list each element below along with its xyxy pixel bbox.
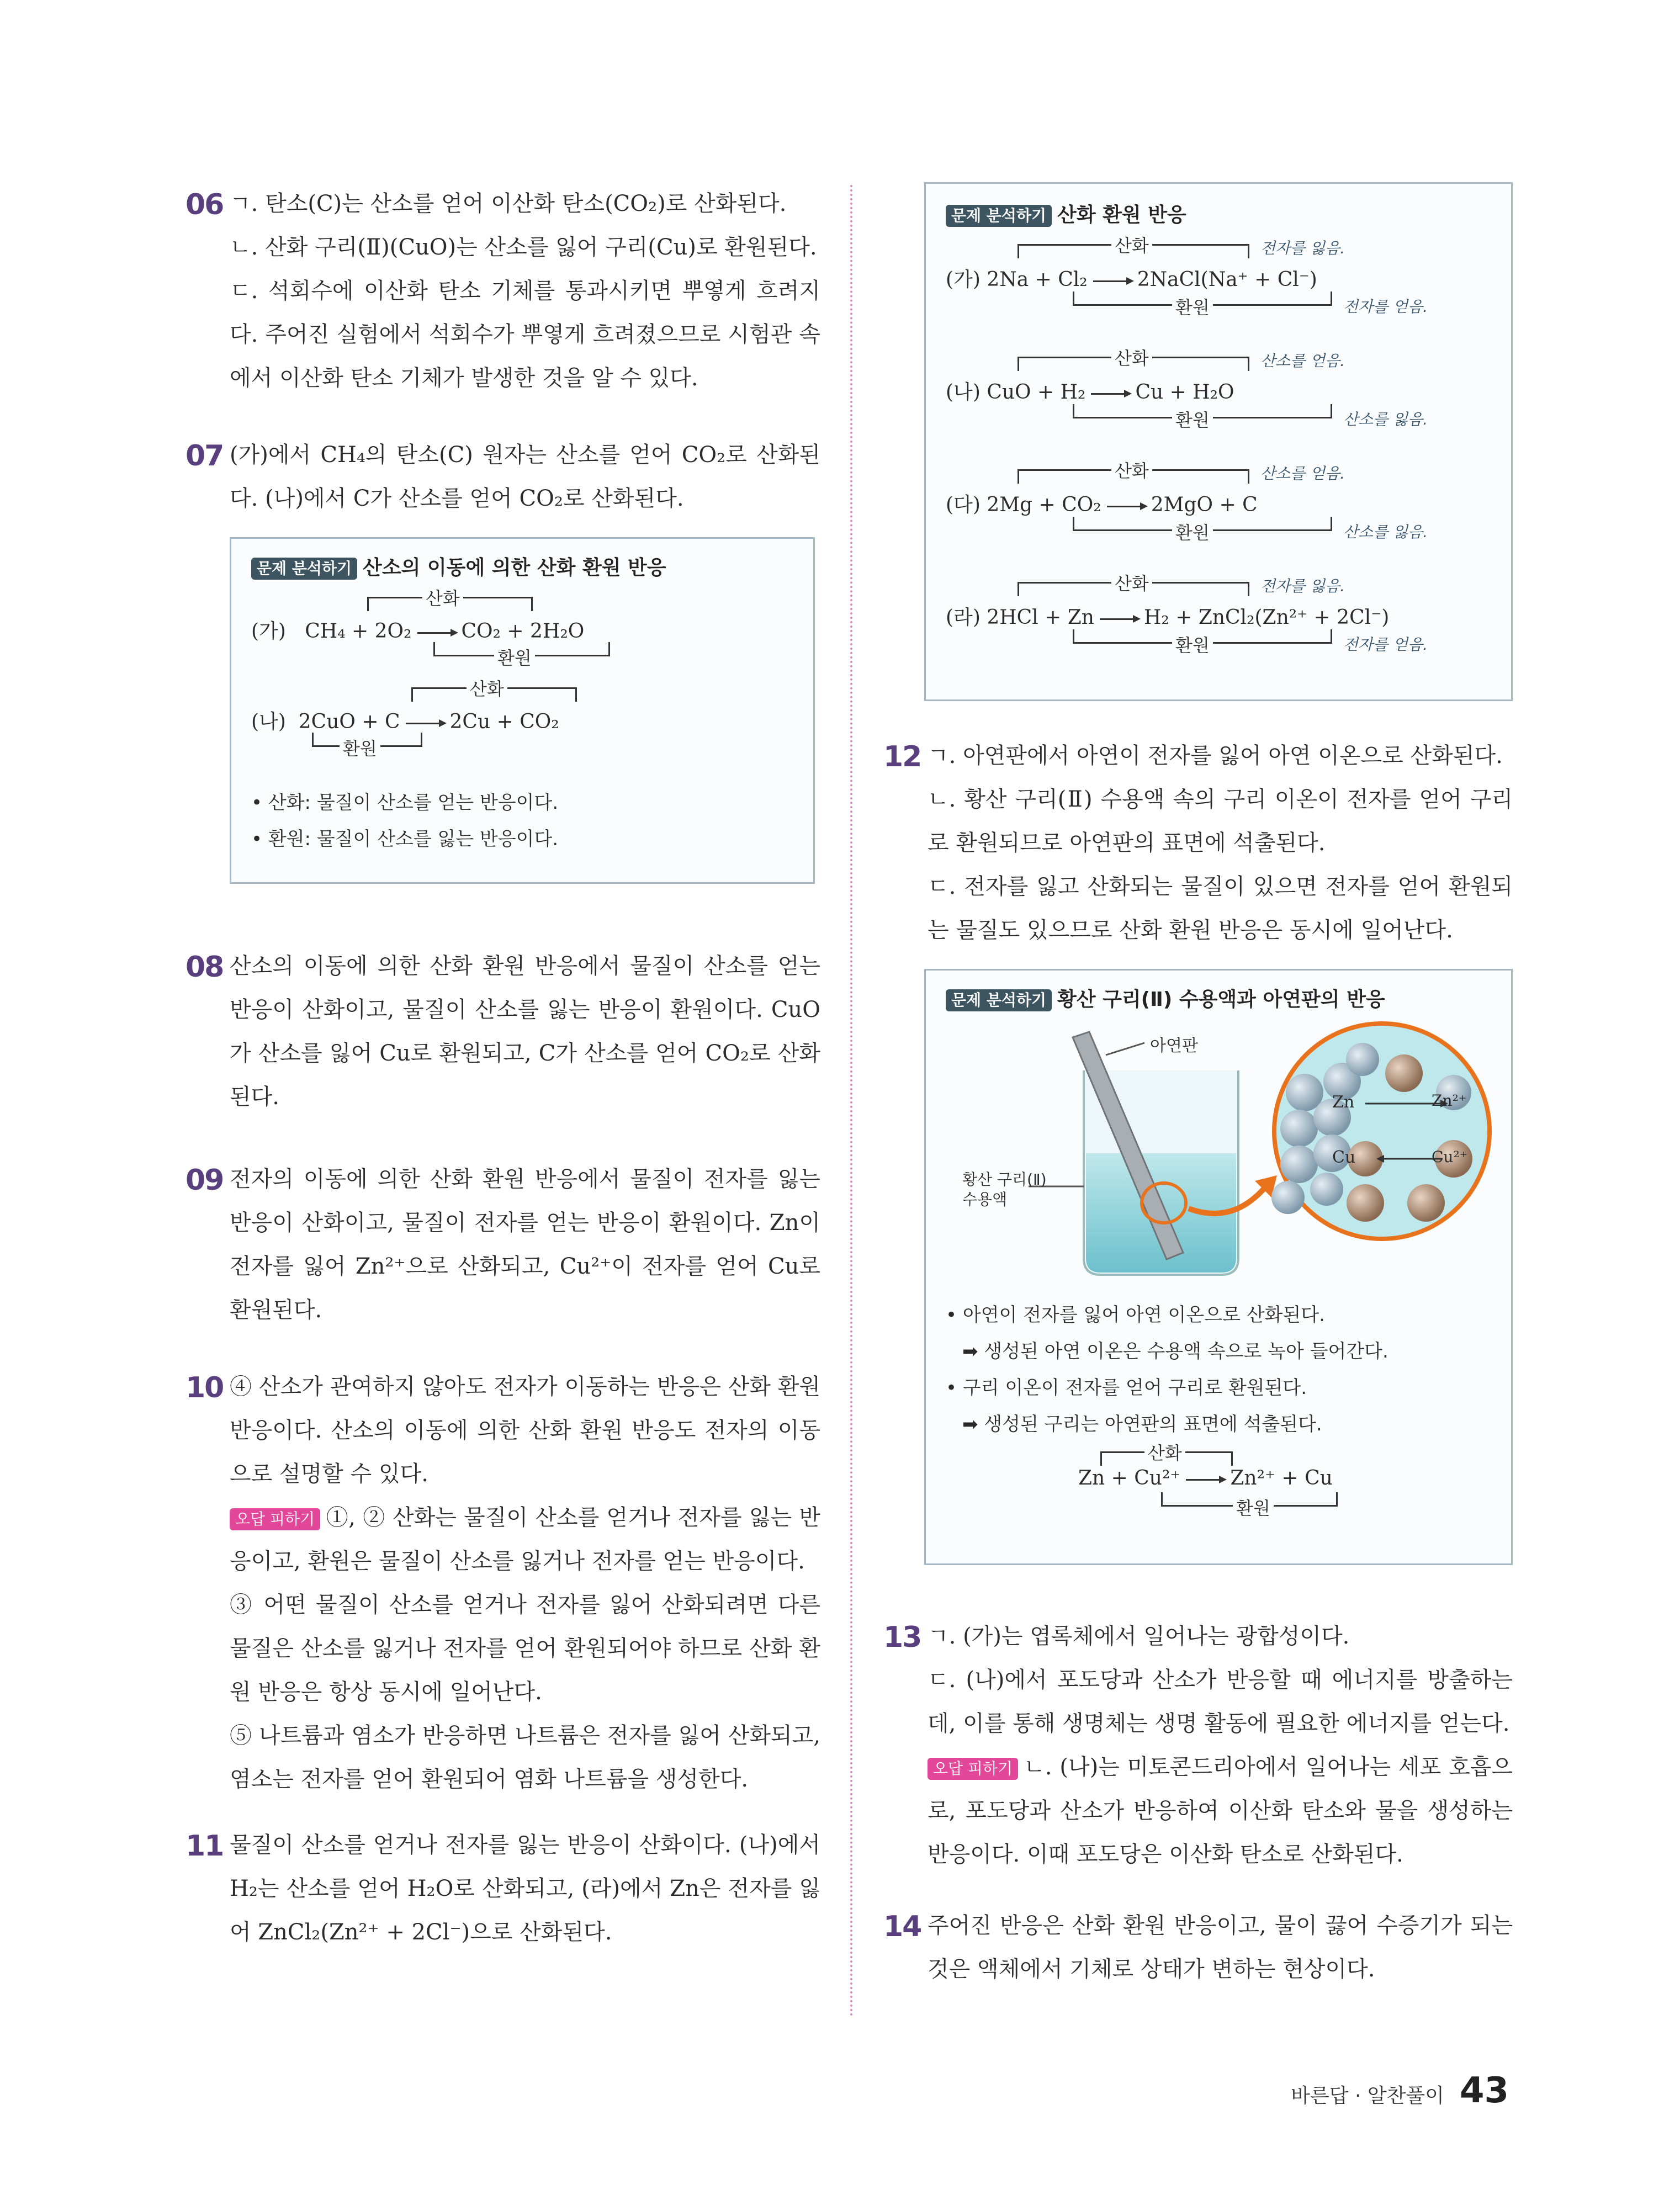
answer-12 — [883, 734, 1513, 952]
reduction-label: 환원 — [340, 735, 380, 760]
zinc-plate-label: 아연판 — [1150, 1036, 1198, 1056]
reactants: 2CuO + C — [298, 711, 400, 733]
oxidation-label: 산화 — [1111, 457, 1152, 483]
answer-07 — [186, 433, 820, 521]
redox-reaction — [946, 349, 1491, 454]
products: CO₂ + 2H₂O — [461, 620, 585, 643]
reactants: 2Na + Cl₂ — [987, 268, 1088, 291]
box-title-text: 산소의 이동에 의한 산화 환원 반응 — [363, 556, 666, 579]
reaction-label: (나) — [251, 711, 286, 733]
answer-text: ③ 어떤 물질이 산소를 얻거나 전자를 잃어 산화되려면 다른 물질은 산소를 잃거나 전자를 얻어 환원되어야 하므로 산화 환원 반응은 항상 동시에 일어난다. — [230, 1592, 820, 1705]
question-number: 06 — [186, 188, 224, 221]
oxidation-label: 산화 — [1111, 232, 1152, 257]
answer-line: ㄷ. (나)에서 포도당과 산소가 반응할 때 에너지를 방출하는데, 이를 통해 생명체는 생명 활동에 필요한 에너지를 얻는다. — [928, 1667, 1513, 1736]
footer-label: 바른답 · 알찬풀이 — [1291, 2085, 1444, 2107]
products: 2MgO + C — [1151, 494, 1258, 516]
question-number: 09 — [186, 1164, 224, 1197]
redox-reaction — [946, 574, 1491, 679]
answer-text: 전자의 이동에 의한 산화 환원 반응에서 물질이 전자를 잃는 반응이 산화이고, 물질이 전자를 얻는 반응이 환원이다. Zn이 전자를 잃어 Zn²⁺으로 산화되고, Cu²⁺이 전자를 얻어 Cu로 환원된다. — [230, 1167, 820, 1323]
reaction-arrow — [406, 723, 444, 724]
wrong-answer-badge: 오답 피하기 — [928, 1758, 1018, 1780]
box-bullet: ➡ 생성된 아연 이온은 수용액 속으로 녹아 들어간다. — [962, 1340, 1388, 1363]
answer-line: ㄱ. 탄소(C)는 산소를 얻어 이산화 탄소(CO₂)로 산화된다. — [230, 191, 787, 216]
question-number: 12 — [883, 740, 921, 773]
question-number: 11 — [186, 1830, 224, 1863]
answer-14 — [883, 1904, 1513, 1991]
answer-line: ㄷ. 전자를 잃고 산화되는 물질이 있으면 전자를 얻어 환원되는 물질도 있으므로 산화 환원 반응은 동시에 일어난다. — [928, 874, 1513, 943]
note-top: 전자를 잃음. — [1260, 577, 1345, 595]
answer-text: 산소의 이동에 의한 산화 환원 반응에서 물질이 산소를 얻는 반응이 산화이고, 물질이 산소를 잃는 반응이 환원이다. CuO가 산소를 잃어 Cu로 환원되고, C가 산소를 얻어 CO₂로 산화된다. — [230, 953, 820, 1110]
answer-line: ㄴ. 산화 구리(Ⅱ)(CuO)는 산소를 잃어 구리(Cu)로 환원된다. — [230, 235, 817, 260]
wrong-answer-badge: 오답 피하기 — [230, 1508, 320, 1530]
note-bottom: 전자를 얻음. — [1343, 635, 1428, 654]
products: 2NaCl(Na⁺ + Cl⁻) — [1137, 268, 1317, 291]
reduction-label: 환원 — [1233, 1494, 1274, 1520]
question-number: 07 — [186, 439, 224, 473]
products: H₂ + ZnCl₂(Zn²⁺ + 2Cl⁻) — [1143, 606, 1390, 629]
equation — [251, 706, 559, 734]
equation — [946, 377, 1234, 405]
cu-label: Cu — [1332, 1148, 1356, 1167]
answer-line: ㄴ. 황산 구리(Ⅱ) 수용액 속의 구리 이온이 전자를 얻어 구리로 환원되므로 아연판의 표면에 석출된다. — [928, 787, 1513, 856]
analysis-box-redox — [924, 182, 1513, 701]
right-column — [883, 182, 1513, 1991]
analysis-badge: 문제 분석하기 — [946, 205, 1052, 227]
oxidation-label: 산화 — [1144, 1439, 1185, 1465]
box-title — [251, 552, 793, 580]
question-number: 08 — [186, 951, 224, 984]
oxidation-label: 산화 — [1111, 570, 1152, 595]
cu-ion-label: Cu²⁺ — [1432, 1148, 1468, 1166]
reaction-na — [251, 680, 793, 762]
reaction-arrow — [1100, 618, 1138, 620]
zn-ion-label: Zn²⁺ — [1432, 1091, 1467, 1110]
note-bottom: 산소를 잃음. — [1343, 523, 1428, 541]
redox-reaction-list — [946, 236, 1491, 679]
reduction-label: 환원 — [1172, 294, 1213, 319]
reaction-arrow — [1091, 393, 1130, 395]
products: Zn²⁺ + Cu — [1230, 1467, 1333, 1489]
answer-text: 물질이 산소를 얻거나 전자를 잃는 반응이 산화이다. (나)에서 H₂는 산소를 얻어 H₂O로 산화되고, (라)에서 Zn은 전자를 잃어 ZnCl₂(Zn²⁺ + 2Cl⁻)으로 산화된다. — [230, 1832, 820, 1945]
leader-line — [1106, 1043, 1144, 1055]
analysis-badge: 문제 분석하기 — [946, 989, 1052, 1011]
answer-10 — [186, 1365, 820, 1801]
box-bullet: ➡ 생성된 구리는 아연판의 표면에 석출된다. — [962, 1413, 1322, 1435]
reaction-arrow — [417, 632, 456, 634]
question-number: 13 — [883, 1621, 921, 1654]
reaction-arrow — [1186, 1479, 1225, 1481]
answer-text: ㄴ. (나)는 미토콘드리아에서 일어나는 세포 호흡으로, 포도당과 산소가 반응하여 이산화 탄소와 물을 생성하는 반응이다. 이때 포도당은 이산화 탄소로 산화된다. — [928, 1754, 1513, 1867]
note-top: 전자를 잃음. — [1260, 239, 1345, 257]
reduction-label: 환원 — [1172, 632, 1213, 657]
box-title — [946, 199, 1491, 227]
answer-11 — [186, 1823, 820, 1954]
reduction-label: 환원 — [494, 644, 535, 670]
reaction-ga — [251, 589, 793, 672]
answer-text: ⑤ 나트륨과 염소가 반응하면 나트륨은 전자를 잃어 산화되고, 염소는 전자를 얻어 환원되어 염화 나트륨을 생성한다. — [230, 1723, 820, 1792]
box-bullet: • 구리 이온이 전자를 얻어 구리로 환원된다. — [946, 1377, 1307, 1399]
products: Cu + H₂O — [1135, 381, 1234, 404]
oxidation-label: 산화 — [422, 585, 463, 610]
equation — [251, 616, 584, 644]
left-column — [186, 182, 820, 1954]
equation — [946, 602, 1389, 630]
analysis-badge: 문제 분석하기 — [251, 558, 357, 580]
note-top: 산소를 얻음. — [1260, 464, 1345, 483]
answer-line: ㄱ. (가)는 엽록체에서 일어나는 광합성이다. — [928, 1624, 1350, 1649]
redox-reaction — [946, 462, 1491, 566]
box-bullet: • 아연이 전자를 잃어 아연 이온으로 산화된다. — [946, 1304, 1325, 1326]
products: 2Cu + CO₂ — [449, 711, 559, 733]
question-number: 14 — [883, 1910, 921, 1943]
answer-08 — [186, 945, 820, 1119]
reduction-label: 환원 — [1172, 519, 1213, 544]
note-bottom: 전자를 얻음. — [1343, 298, 1428, 316]
equation — [946, 264, 1317, 292]
wrong-answer-note — [928, 1746, 1513, 1876]
equation — [946, 489, 1258, 517]
analysis-box-oxygen — [230, 537, 815, 884]
box-bullet: • 환원: 물질이 산소를 잃는 반응이다. — [251, 828, 559, 850]
note-bottom: 산소를 잃음. — [1343, 410, 1428, 428]
answer-06 — [186, 182, 820, 400]
analysis-box-zinc — [924, 969, 1513, 1565]
reaction-label: (라) — [946, 606, 981, 629]
page-number: 43 — [1459, 2070, 1509, 2111]
reactants: Zn + Cu²⁺ — [1078, 1467, 1181, 1489]
oxidation-label: 산화 — [467, 675, 507, 701]
reduction-label: 환원 — [1172, 406, 1213, 432]
box-title-text: 황산 구리(Ⅱ) 수용액과 아연판의 반응 — [1057, 988, 1385, 1011]
reaction-label: (가) — [251, 620, 286, 643]
reaction-label: (나) — [946, 381, 981, 404]
box-title-text: 산화 환원 반응 — [1057, 204, 1186, 226]
box-title — [946, 984, 1491, 1012]
reactants: 2Mg + CO₂ — [987, 494, 1101, 516]
answer-text: ④ 산소가 관여하지 않아도 전자가 이동하는 반응은 산화 환원 반응이다. 산소의 이동에 의한 산화 환원 반응도 전자의 이동으로 설명할 수 있다. — [230, 1374, 820, 1487]
answer-text: 주어진 반응은 산화 환원 반응이고, 물이 끓어 수증기가 되는 것은 액체에서 기체로 상태가 변하는 현상이다. — [928, 1913, 1513, 1982]
beaker-illustration — [946, 1021, 1492, 1297]
zn-label: Zn — [1332, 1093, 1355, 1112]
reaction-arrow — [1093, 280, 1132, 282]
reaction-arrow — [1107, 506, 1146, 507]
oxidation-label: 산화 — [1111, 344, 1152, 370]
reactants: CH₄ + 2O₂ — [305, 620, 412, 643]
question-number: 10 — [186, 1371, 224, 1404]
answer-09 — [186, 1158, 820, 1332]
zinc-copper-reaction — [1078, 1443, 1491, 1520]
reaction-label: (다) — [946, 494, 981, 516]
redox-reaction — [946, 236, 1491, 341]
answer-line: ㄱ. 아연판에서 아연이 전자를 잃어 아연 이온으로 산화된다. — [928, 743, 1503, 768]
wrong-answer-note — [230, 1496, 820, 1583]
experiment-figure — [946, 1021, 1491, 1297]
note-top: 산소를 얻음. — [1260, 352, 1345, 370]
reactants: CuO + H₂ — [987, 381, 1086, 404]
answer-text: ①, ② 산화는 물질이 산소를 얻거나 전자를 잃는 반응이고, 환원은 물질이 산소를 잃거나 전자를 얻는 반응이다. — [230, 1505, 820, 1574]
solution-label: 황산 구리(Ⅱ) 수용액 — [962, 1170, 1047, 1208]
answer-13 — [883, 1615, 1513, 1876]
reactants: 2HCl + Zn — [987, 606, 1094, 629]
answer-text: (가)에서 CH₄의 탄소(C) 원자는 산소를 얻어 CO₂로 산화된다. (나)에서 C가 산소를 얻어 CO₂로 산화된다. — [230, 442, 820, 511]
box-bullet: • 산화: 물질이 산소를 얻는 반응이다. — [251, 792, 559, 814]
answer-line: ㄷ. 석회수에 이산화 탄소 기체를 통과시키면 뿌옇게 흐려지다. 주어진 실험에서 석회수가 뿌옇게 흐려졌으므로 시험관 속에서 이산화 탄소 기체가 발생한 것을 알 수 있다. — [230, 278, 820, 391]
equation — [1078, 1467, 1333, 1489]
column-divider — [850, 185, 852, 2018]
page-footer — [1291, 2070, 1509, 2111]
reaction-label: (가) — [946, 268, 981, 291]
